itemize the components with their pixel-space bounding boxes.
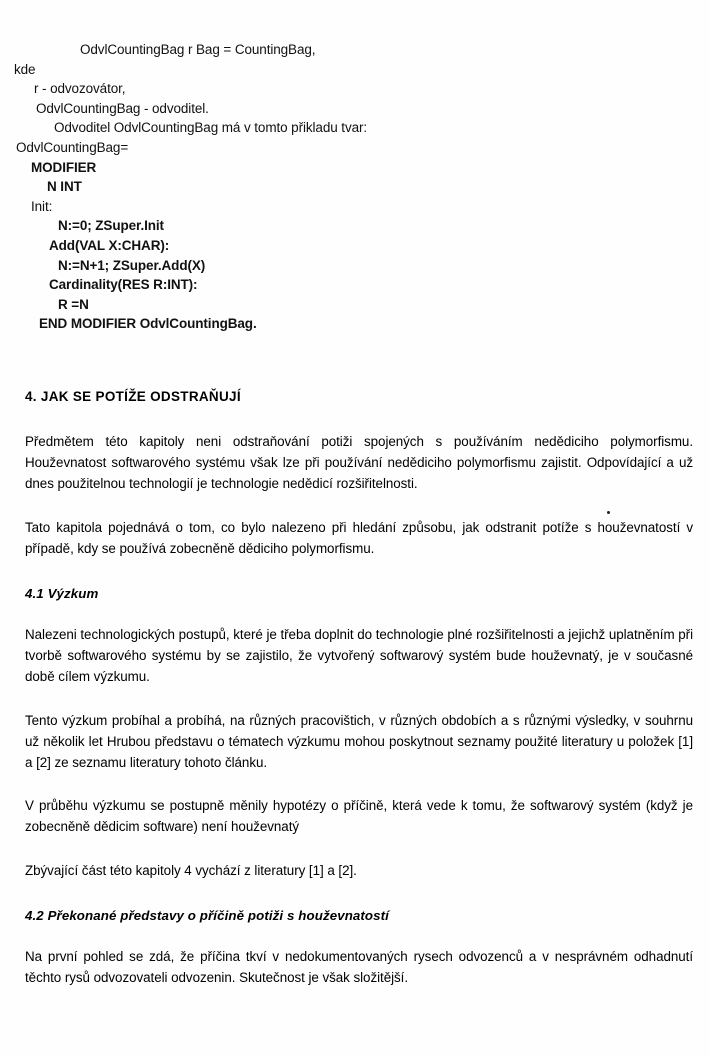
code-line: N:=0; ZSuper.Init (58, 218, 164, 234)
section-heading-4-1: 4.1 Výzkum (25, 586, 99, 602)
section-heading-4: 4. JAK SE POTÍŽE ODSTRAŇUJÍ (25, 389, 241, 404)
document-body (25, 388, 693, 1010)
code-line: MODIFIER (31, 159, 97, 175)
code-line: END MODIFIER OdvlCountingBag. (39, 316, 257, 332)
code-line: Add(VAL X:CHAR): (49, 237, 170, 253)
code-line: N INT (47, 179, 82, 195)
paragraph: V průběhu výzkumu se postupně měnily hypotézy o příčině, která vede k tomu, že softwarový systém (když je zobecněně dědicim software) není houževnatý (25, 798, 693, 835)
paragraph: Tato kapitola pojednává o tom, co bylo nalezeno při hledání způsobu, jak odstranit potíže s houževnatostí v případě, kdy se používá zobecněně dědiciho polymorfismu. (25, 519, 693, 556)
code-listing (0, 40, 709, 334)
code-line: Init: (31, 198, 53, 214)
code-line: OdvlCountingBag r Bag = CountingBag, (80, 42, 316, 57)
code-line: OdvlCountingBag= (16, 139, 129, 155)
code-line: OdvlCountingBag - odvoditel. (36, 100, 209, 116)
code-line: r - odvozovátor, (34, 81, 126, 97)
paragraph: Předmětem této kapitoly neni odstraňování potiži spojených s používáním nedědiciho polymorfismu. Houževnatost softwarového systému však lze při používání nedědiciho polymorfismu zajistit. Odpovídající a už dnes použitelnou technologií je technologie nedědicí rozšiřitelnosti. (25, 434, 693, 492)
code-line: kde (14, 61, 36, 77)
code-line: R =N (58, 296, 89, 312)
paragraph: Nalezeni technologických postupů, které je třeba doplnit do technologie plné rozšiřitelnosti a jejichž uplatněním při tvorbě softwarového systému by se zajistilo, že vytvořený softwarový systém bude houževnatý, je v současné době cílem výzkumu. (25, 627, 693, 685)
paragraph: Tento výzkum probíhal a probíhá, na různých pracovištich, v různých obdobích a s různými výsledky, v souhrnu už několik let Hrubou představu o tématech výzkumu mohou poskytnout seznamy použité literatury u položek [1] a [2] ze seznamu literatury tohoto článku. (25, 712, 693, 771)
paragraph: Na první pohled se zdá, že příčina tkví v nedokumentovaných rysech odvozenců a v nesprávném odhadnutí těchto rysů odvozovateli odvozenin. Skutečnost je však složitější. (25, 948, 693, 986)
code-line: Odvoditel OdvlCountingBag má v tomto přikladu tvar: (54, 120, 368, 136)
code-line: Cardinality(RES R:INT): (49, 277, 198, 293)
code-line: N:=N+1; ZSuper.Add(X) (58, 257, 206, 273)
paragraph: Zbývající část této kapitoly 4 vychází z literatury [1] a [2]. (25, 862, 357, 878)
section-heading-4-2: 4.2 Překonané představy o příčině potiži s houževnatostí (25, 907, 389, 923)
